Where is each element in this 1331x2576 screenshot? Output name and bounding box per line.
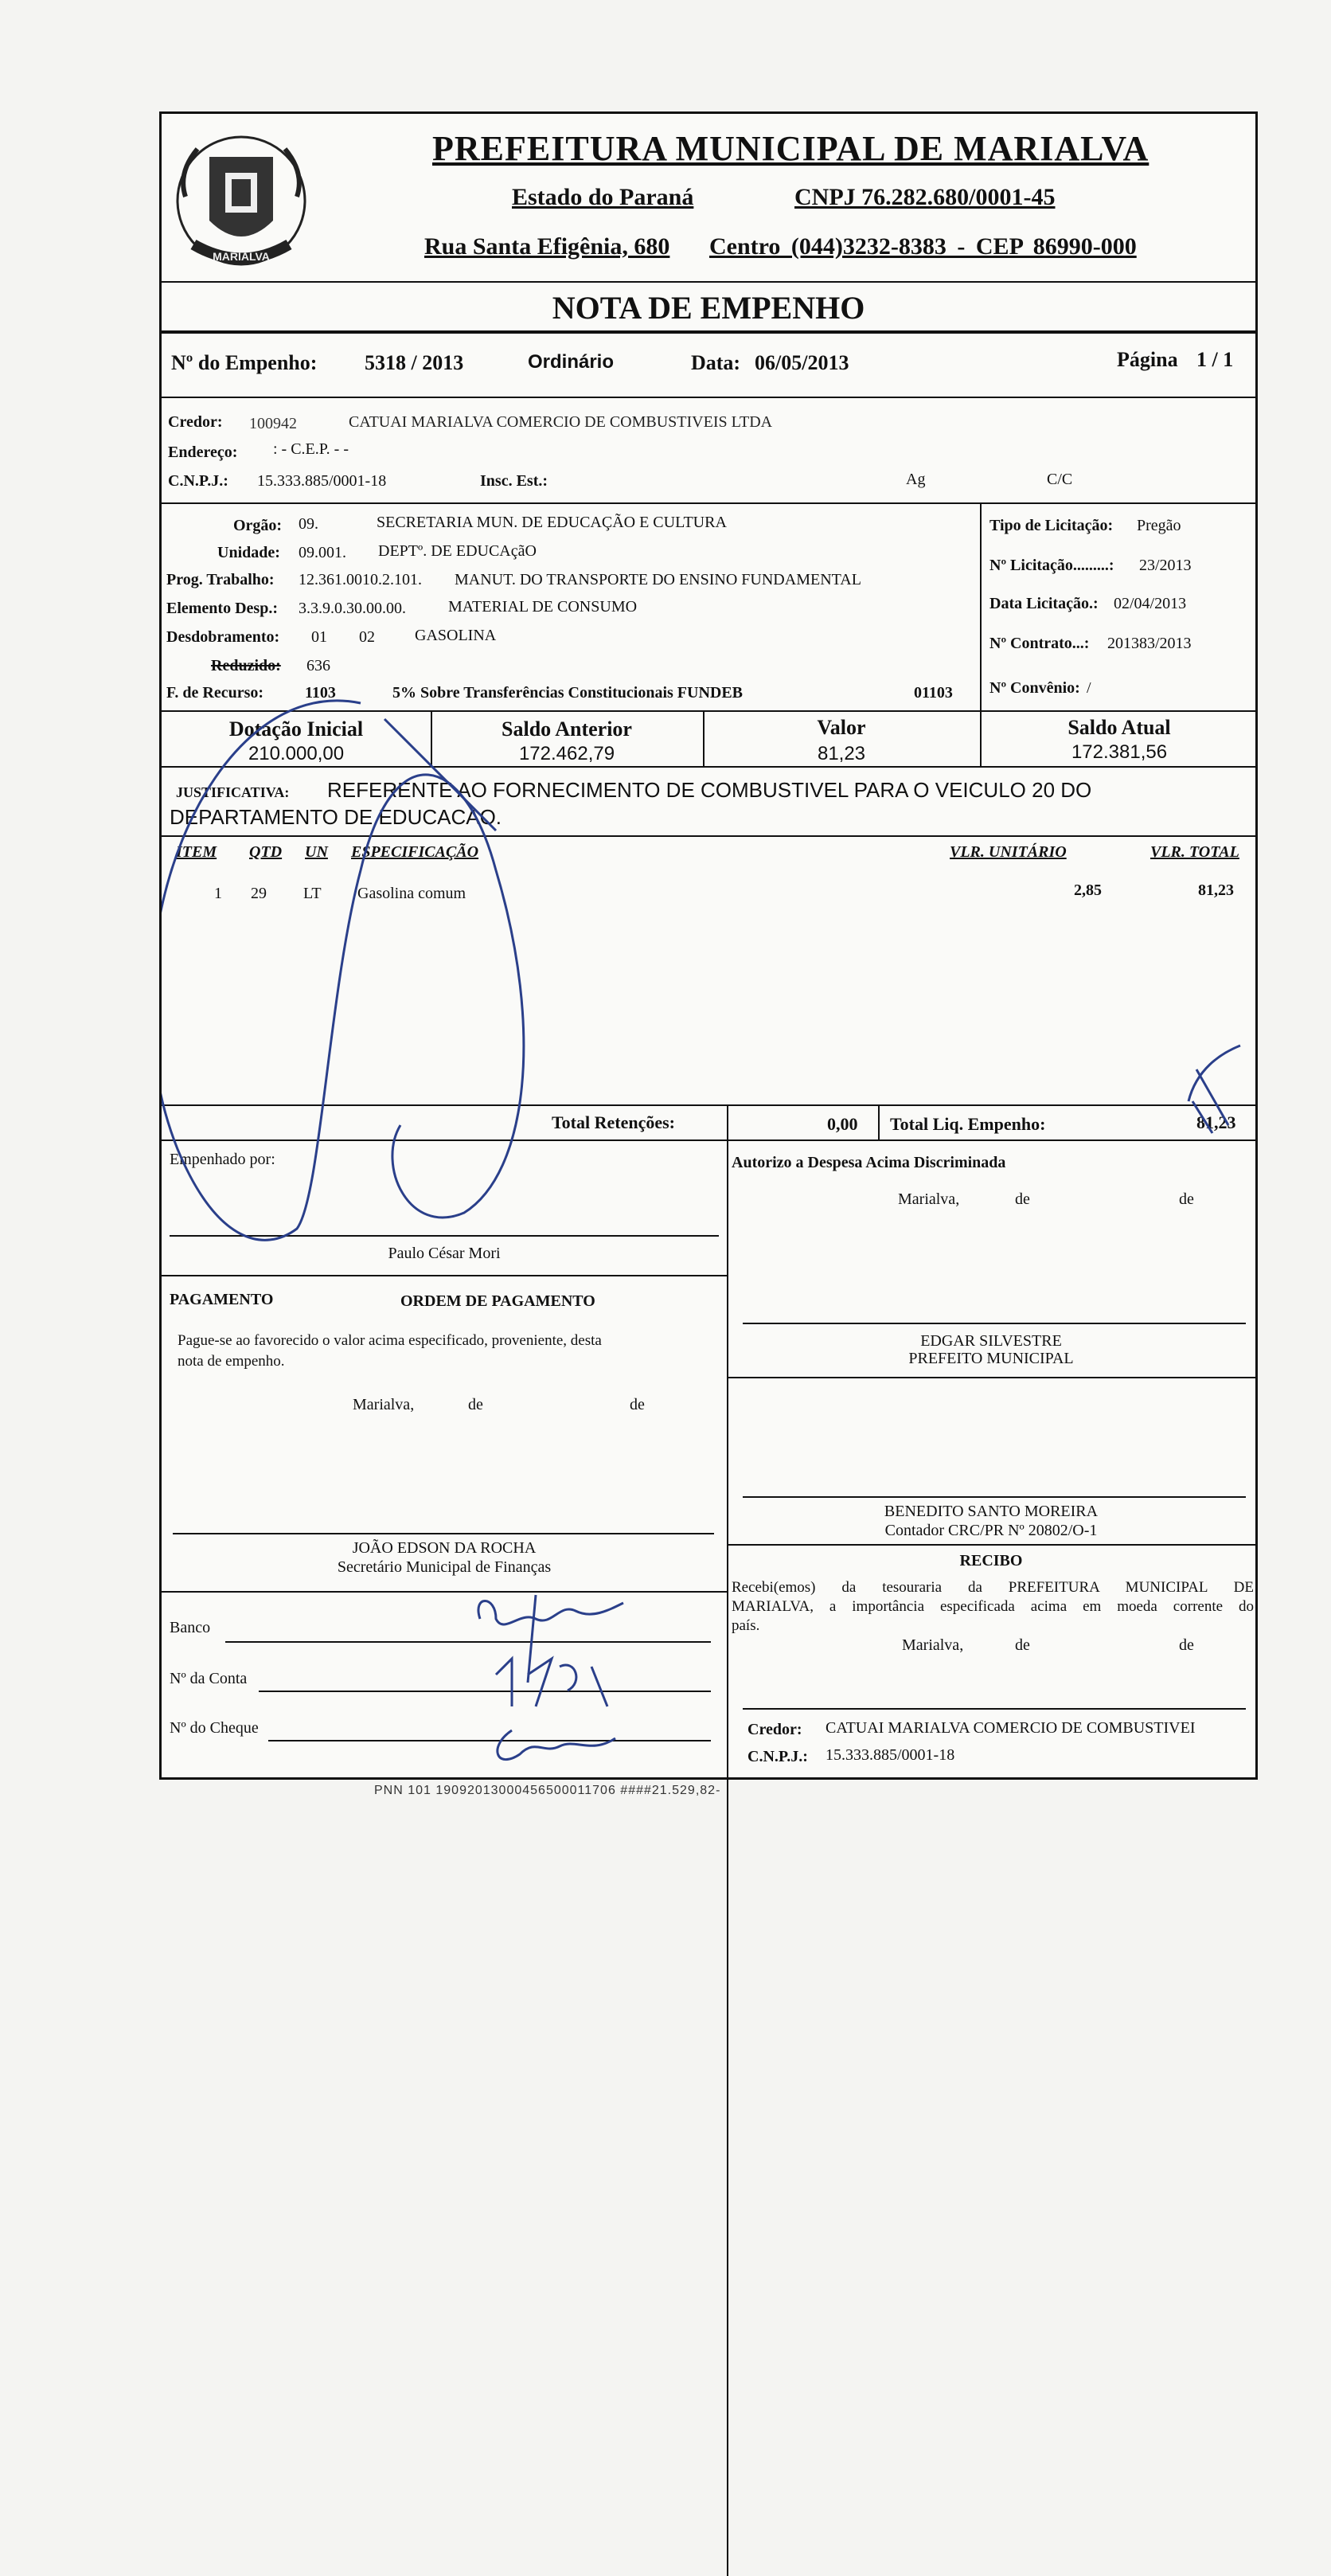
cnpj-header: CNPJ 76.282.680/0001-45 (794, 184, 1056, 210)
state-name: Estado do Paraná (512, 184, 694, 210)
recibo-credor-label: Credor: (747, 1721, 802, 1738)
licitacao-num-label: Nº Licitação.........: (989, 557, 1114, 574)
empenhado-name: Paulo César Mori (388, 1245, 501, 1262)
pagamento-text2: nota de empenho. (178, 1353, 285, 1370)
total-liq-label: Total Liq. Empenho: (890, 1114, 1046, 1134)
document-page (159, 111, 1258, 1780)
saldo-atual-label: Saldo Atual (1068, 716, 1171, 739)
col-un: UN (305, 843, 328, 861)
recurso-number: 01103 (914, 684, 953, 702)
recibo-cnpj-label: C.N.P.J.: (747, 1748, 808, 1765)
recibo-cnpj: 15.333.885/0001-18 (826, 1746, 955, 1764)
recurso-label: F. de Recurso: (166, 684, 264, 702)
licitacao-tipo-label: Tipo de Licitação: (989, 517, 1114, 534)
conta-label: Nº da Conta (170, 1670, 248, 1687)
autorizo-city: Marialva, (898, 1190, 960, 1208)
recibo-credor-name: CATUAI MARIALVA COMERCIO DE COMBUSTIVEI (826, 1719, 1196, 1737)
desdobramento-name: GASOLINA (415, 627, 497, 644)
footer-code: PNN 101 19092013000456500011706 ####21.529,82- (374, 1784, 721, 1797)
col-especificacao: ESPECIFICAÇÃO (351, 843, 479, 861)
ordem-pagamento-label: ORDEM DE PAGAMENTO (400, 1292, 595, 1310)
saldo-anterior-label: Saldo Anterior (502, 717, 632, 741)
item-number: 1 (214, 885, 222, 902)
recurso-code: 1103 (305, 684, 336, 702)
prog-code: 12.361.0010.2.101. (299, 571, 422, 588)
credor-name: CATUAI MARIALVA COMERCIO DE COMBUSTIVEIS LTDA (349, 413, 773, 431)
prog-name: MANUT. DO TRANSPORTE DO ENSINO FUNDAMENTAL (455, 571, 861, 588)
recurso-name: 5% Sobre Transferências Constitucionais FUNDEB (392, 684, 744, 702)
recibo-de1: de (1015, 1636, 1030, 1654)
insc-label: Insc. Est.: (480, 472, 548, 490)
justificativa-line1: REFERENTE AO FORNECIMENTO DE COMBUSTIVEL PARA O VEICULO 20 DO (327, 778, 1092, 802)
credor-label: Credor: (168, 413, 223, 431)
empenho-label: Nº do Empenho: (171, 351, 318, 374)
svg-text:MARIALVA: MARIALVA (213, 250, 270, 263)
dotacao-inicial-value: 210.000,00 (248, 743, 345, 764)
recibo-text1: Recebi(emos) da tesouraria da PREFEITURA MUNICIPAL DE (732, 1579, 1254, 1596)
col-item: ITEM (176, 843, 217, 861)
pagamento-text1: Pague-se ao favorecido o valor acima especificado, proveniente, desta (178, 1332, 602, 1349)
retencoes-value: 0,00 (827, 1114, 858, 1134)
convenio-label: Nº Convênio: (989, 679, 1080, 697)
pagamento-de1: de (468, 1396, 483, 1413)
date-label: Data: (691, 351, 741, 374)
autorizo-label: Autorizo a Despesa Acima Discriminada (732, 1154, 1006, 1171)
col-qtd: QTD (249, 843, 283, 861)
contador-name: BENEDITO SANTO MOREIRA (884, 1503, 1099, 1520)
desdobramento-b: 02 (359, 628, 375, 646)
licitacao-data: 02/04/2013 (1114, 595, 1187, 612)
unidade-code: 09.001. (299, 544, 346, 561)
item-vlr-total: 81,23 (1198, 881, 1234, 899)
address-street: Rua Santa Efigênia, 680 (424, 233, 670, 260)
prefeito-name: EDGAR SILVESTRE (920, 1332, 1062, 1350)
licitacao-num: 23/2013 (1139, 557, 1192, 574)
recibo-de2: de (1179, 1636, 1194, 1654)
page-number: 1 / 1 (1196, 348, 1234, 371)
item-qtd: 29 (251, 885, 267, 902)
cheque-label: Nº do Cheque (170, 1719, 259, 1737)
handwritten-marks (162, 114, 1260, 1782)
autorizo-de2: de (1179, 1190, 1194, 1208)
cnpj-label: C.N.P.J.: (168, 472, 228, 490)
total-liq-value: 81,23 (1196, 1112, 1236, 1132)
convenio-value: / (1087, 679, 1091, 697)
unidade-label: Unidade: (217, 544, 280, 561)
saldo-atual-value: 172.381,56 (1071, 741, 1168, 763)
col-vlr-unitario: VLR. UNITÁRIO (950, 843, 1067, 861)
pagamento-city: Marialva, (353, 1396, 415, 1413)
item-especificacao: Gasolina comum (357, 885, 466, 902)
endereco-value: : - C.E.P. - - (273, 440, 349, 458)
elemento-name: MATERIAL DE CONSUMO (448, 598, 638, 616)
valor-value: 81,23 (817, 743, 866, 764)
reduzido-label: Reduzido: (211, 657, 281, 674)
recibo-city: Marialva, (902, 1636, 964, 1654)
pagamento-de2: de (630, 1396, 645, 1413)
contrato-number: 201383/2013 (1107, 635, 1192, 652)
ag-label: Ag (906, 471, 926, 488)
page-label: Página (1117, 348, 1178, 371)
licitacao-data-label: Data Licitação.: (989, 595, 1099, 612)
retencoes-label: Total Retenções: (552, 1112, 675, 1132)
justificativa-label: JUSTIFICATIVA: (176, 784, 290, 800)
cc-label: C/C (1047, 471, 1073, 488)
secretario-title: Secretário Municipal de Finanças (337, 1558, 552, 1576)
recibo-text3: país. (732, 1617, 760, 1634)
banco-label: Banco (170, 1619, 211, 1636)
autorizo-de1: de (1015, 1190, 1030, 1208)
item-un: LT (303, 885, 322, 902)
contrato-label: Nº Contrato...: (989, 635, 1090, 652)
elemento-label: Elemento Desp.: (166, 600, 278, 617)
orgao-label: Orgão: (233, 517, 283, 534)
prog-label: Prog. Trabalho: (166, 571, 275, 588)
valor-label: Valor (817, 716, 866, 739)
unidade-name: DEPTº. DE EDUCAçãO (378, 542, 537, 560)
dotacao-inicial-label: Dotação Inicial (228, 717, 364, 741)
municipality-title: PREFEITURA MUNICIPAL DE MARIALVA (432, 129, 1150, 168)
credor-code: 100942 (249, 415, 297, 432)
recibo-label: RECIBO (959, 1552, 1023, 1569)
justificativa-line2: DEPARTAMENTO DE EDUCACAO. (170, 805, 502, 829)
desdobramento-a: 01 (311, 628, 327, 646)
col-vlr-total: VLR. TOTAL (1150, 843, 1239, 861)
empenho-date: 06/05/2013 (755, 351, 849, 374)
item-vlr-unitario: 2,85 (1074, 881, 1102, 899)
empenho-type: Ordinário (528, 351, 615, 373)
recibo-text2: MARIALVA, a importância especificada acima em moeda corrente do (732, 1598, 1254, 1615)
empenho-number: 5318 / 2013 (365, 351, 464, 374)
address-rest: Centro (044)3232-8383 - CEP 86990-000 (709, 233, 1137, 260)
pagamento-label: PAGAMENTO (170, 1291, 274, 1308)
contador-title: Contador CRC/PR Nº 20802/O-1 (884, 1522, 1098, 1539)
orgao-code: 09. (299, 515, 318, 533)
saldo-anterior-value: 172.462,79 (518, 743, 615, 764)
empenhado-label: Empenhado por: (170, 1151, 275, 1168)
endereco-label: Endereço: (168, 444, 238, 461)
secretario-name: JOÃO EDSON DA ROCHA (352, 1539, 537, 1557)
orgao-name: SECRETARIA MUN. DE EDUCAÇÃO E CULTURA (377, 514, 727, 531)
document-title: NOTA DE EMPENHO (552, 290, 865, 326)
credor-cnpj: 15.333.885/0001-18 (257, 472, 387, 490)
elemento-code: 3.3.9.0.30.00.00. (299, 600, 406, 617)
prefeito-title: PREFEITO MUNICIPAL (908, 1350, 1074, 1367)
reduzido-value: 636 (306, 657, 330, 674)
licitacao-tipo: Pregão (1137, 517, 1181, 534)
desdobramento-label: Desdobramento: (166, 628, 280, 646)
